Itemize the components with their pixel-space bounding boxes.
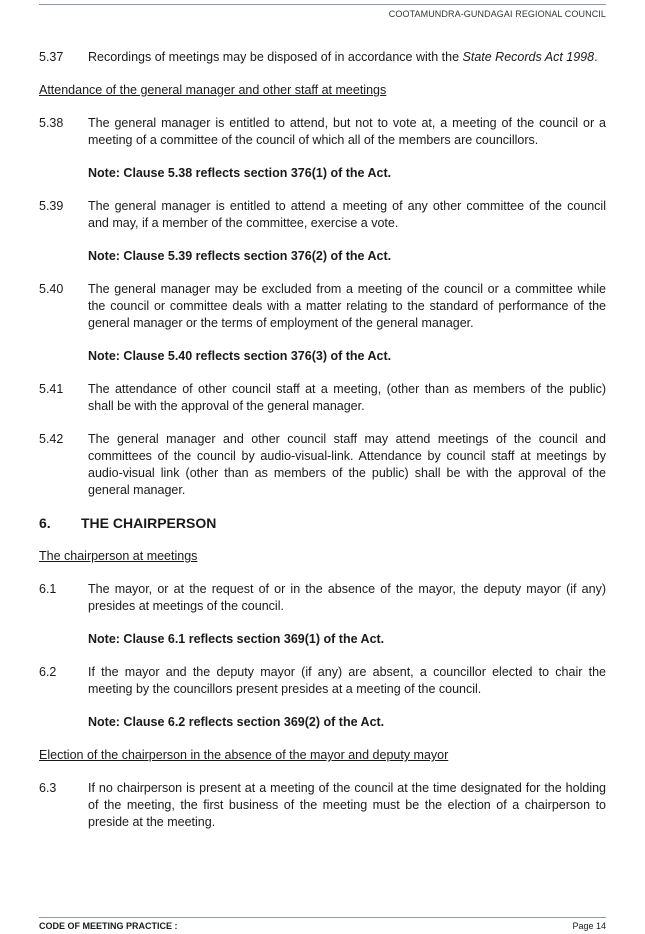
clause-text [88, 49, 606, 66]
clause-5-41 [39, 381, 606, 415]
header-rule [39, 4, 606, 5]
section-title: THE CHAIRPERSON [81, 515, 217, 531]
subheading-attendance: Attendance of the general manager and other staff at meetings [39, 83, 387, 97]
clause-number: 6.3 [39, 781, 57, 795]
section-heading-6 [39, 515, 606, 532]
clause-text-end: . [594, 50, 598, 64]
note-6-1: Note: Clause 6.1 reflects section 369(1) of the Act. [88, 632, 385, 646]
clause-text: The mayor, or at the request of or in the absence of the mayor, the deputy mayor (if any) presides at meetings of the council. [88, 582, 606, 613]
footer-document-title: CODE OF MEETING PRACTICE : [39, 921, 178, 931]
clause-number: 5.40 [39, 282, 64, 296]
clause-5-38 [39, 115, 606, 149]
note-6-2: Note: Clause 6.2 reflects section 369(2) of the Act. [88, 715, 385, 729]
clause-text: If the mayor and the deputy mayor (if any) are absent, a councillor elected to chair the meeting by the councillors present presides at a meeting of the council. [88, 665, 606, 696]
section-number: 6. [39, 515, 51, 531]
clause-5-37 [39, 49, 606, 66]
clause-6-1 [39, 581, 606, 615]
clause-text: The general manager is entitled to attend a meeting of any other committee of the council and may, if a member of the committee, exercise a vote. [88, 199, 606, 230]
clause-5-42 [39, 431, 606, 499]
note-5-40: Note: Clause 5.40 reflects section 376(3) of the Act. [88, 349, 392, 363]
header-org-name: COOTAMUNDRA-GUNDAGAI REGIONAL COUNCIL [388, 9, 606, 19]
clause-number: 6.2 [39, 665, 57, 679]
act-title: State Records Act 1998 [462, 50, 595, 64]
clause-number: 5.38 [39, 116, 64, 130]
subheading-election: Election of the chairperson in the absence of the mayor and deputy mayor [39, 748, 449, 762]
footer-rule [39, 917, 606, 918]
clause-number: 5.39 [39, 199, 64, 213]
clause-text-main: Recordings of meetings may be disposed of in accordance with the [88, 50, 463, 64]
note-5-39: Note: Clause 5.39 reflects section 376(2) of the Act. [88, 249, 392, 263]
clause-text: If no chairperson is present at a meeting of the council at the time designated for the holding of the meeting, the first business of the meeting must be the election of a chairperson to preside at the meeting. [88, 781, 606, 829]
clause-6-3 [39, 780, 606, 831]
clause-number: 5.37 [39, 50, 64, 64]
document-body [39, 49, 606, 847]
clause-5-40 [39, 281, 606, 332]
clause-number: 6.1 [39, 582, 57, 596]
footer-page-number: Page 14 [572, 921, 606, 931]
note-5-38: Note: Clause 5.38 reflects section 376(1) of the Act. [88, 166, 392, 180]
clause-text: The general manager and other council staff may attend meetings of the council and committees of the council by audio-visual-link. Attendance by council staff at meetings by audio-visual link (other than as members of the public) shall be with the approval of the general manager. [88, 432, 606, 497]
clause-6-2 [39, 664, 606, 698]
clause-text: The general manager is entitled to attend, but not to vote at, a meeting of the council or a meeting of a committee of the council of which all of the members are councillors. [88, 116, 606, 147]
clause-text: The general manager may be excluded from a meeting of the council or a committee while the council or committee deals with a matter relating to the standard of performance of the general manager or the terms of employment of the general manager. [88, 282, 606, 330]
clause-number: 5.42 [39, 432, 64, 446]
subheading-chairperson: The chairperson at meetings [39, 549, 198, 563]
clause-5-39 [39, 198, 606, 232]
clause-number: 5.41 [39, 382, 64, 396]
clause-text: The attendance of other council staff at a meeting, (other than as members of the public) shall be with the approval of the general manager. [88, 382, 606, 413]
